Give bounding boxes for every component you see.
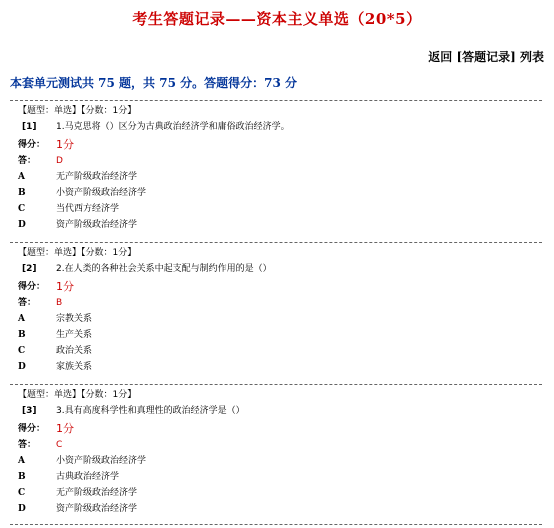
option-key: A: [18, 456, 25, 466]
question-text: 3.具有高度科学性和真理性的政治经济学是（）: [56, 406, 245, 416]
option-text: 资产阶级政治经济学: [56, 220, 138, 230]
option-text: 小资产阶级政治经济学: [56, 188, 147, 198]
score-value: 1分: [56, 138, 74, 151]
option-key: A: [18, 172, 25, 182]
option-key: B: [18, 330, 26, 340]
question-meta: 【题型：单选】【分数：1分】: [18, 248, 137, 258]
option-text: 小资产阶级政治经济学: [56, 456, 147, 466]
back-link-text[interactable]: 返回 [答题记录] 列表: [428, 50, 544, 64]
option-key: C: [18, 488, 26, 498]
test-summary: 本套单元测试共 75 题，共 75 分。答题得分：73 分: [10, 76, 297, 90]
option-text: 生产关系: [56, 330, 93, 340]
question-text: 2.在人类的各种社会关系中起支配与制约作用的是（）: [56, 264, 272, 274]
back-to-records-link[interactable]: [428, 48, 544, 65]
question-number: [2]: [22, 264, 37, 274]
option-text: 资产阶级政治经济学: [56, 504, 138, 514]
option-text: 当代西方经济学: [56, 204, 120, 214]
score-value: 1分: [56, 280, 74, 293]
answer-value: B: [56, 298, 63, 308]
option-text: 无产阶级政治经济学: [56, 488, 138, 498]
question-divider: [10, 242, 542, 243]
answer-value: C: [56, 440, 63, 450]
score-value: 1分: [56, 422, 74, 435]
answer-value: D: [56, 156, 63, 166]
option-text: 政治关系: [56, 346, 93, 356]
option-key: D: [18, 362, 26, 372]
question-meta: 【题型：单选】【分数：1分】: [18, 390, 137, 400]
option-key: B: [18, 472, 26, 482]
option-key: C: [18, 346, 26, 356]
option-key: D: [18, 504, 26, 514]
option-text: 宗教关系: [56, 314, 93, 324]
option-key: A: [18, 314, 25, 324]
question-divider: [10, 384, 542, 385]
question-divider: [10, 100, 542, 101]
question-number: [3]: [22, 406, 37, 416]
answer-label: 答：: [18, 298, 37, 308]
option-key: C: [18, 204, 26, 214]
question-meta: 【题型：单选】【分数：1分】: [18, 106, 137, 116]
answer-label: 答：: [18, 156, 37, 166]
page-title: 考生答题记录——资本主义单选（20*5）: [132, 10, 422, 28]
option-text: 古典政治经济学: [56, 472, 120, 482]
score-label: 得分：: [18, 282, 46, 292]
option-key: B: [18, 188, 26, 198]
option-key: D: [18, 220, 26, 230]
question-divider: [10, 524, 542, 525]
score-label: 得分：: [18, 140, 46, 150]
answer-label: 答：: [18, 440, 37, 450]
option-text: 无产阶级政治经济学: [56, 172, 138, 182]
option-text: 家族关系: [56, 362, 93, 372]
question-text: 1.马克思将（）区分为古典政治经济学和庸俗政治经济学。: [56, 122, 290, 132]
score-label: 得分：: [18, 424, 46, 434]
question-number: [1]: [22, 122, 37, 132]
